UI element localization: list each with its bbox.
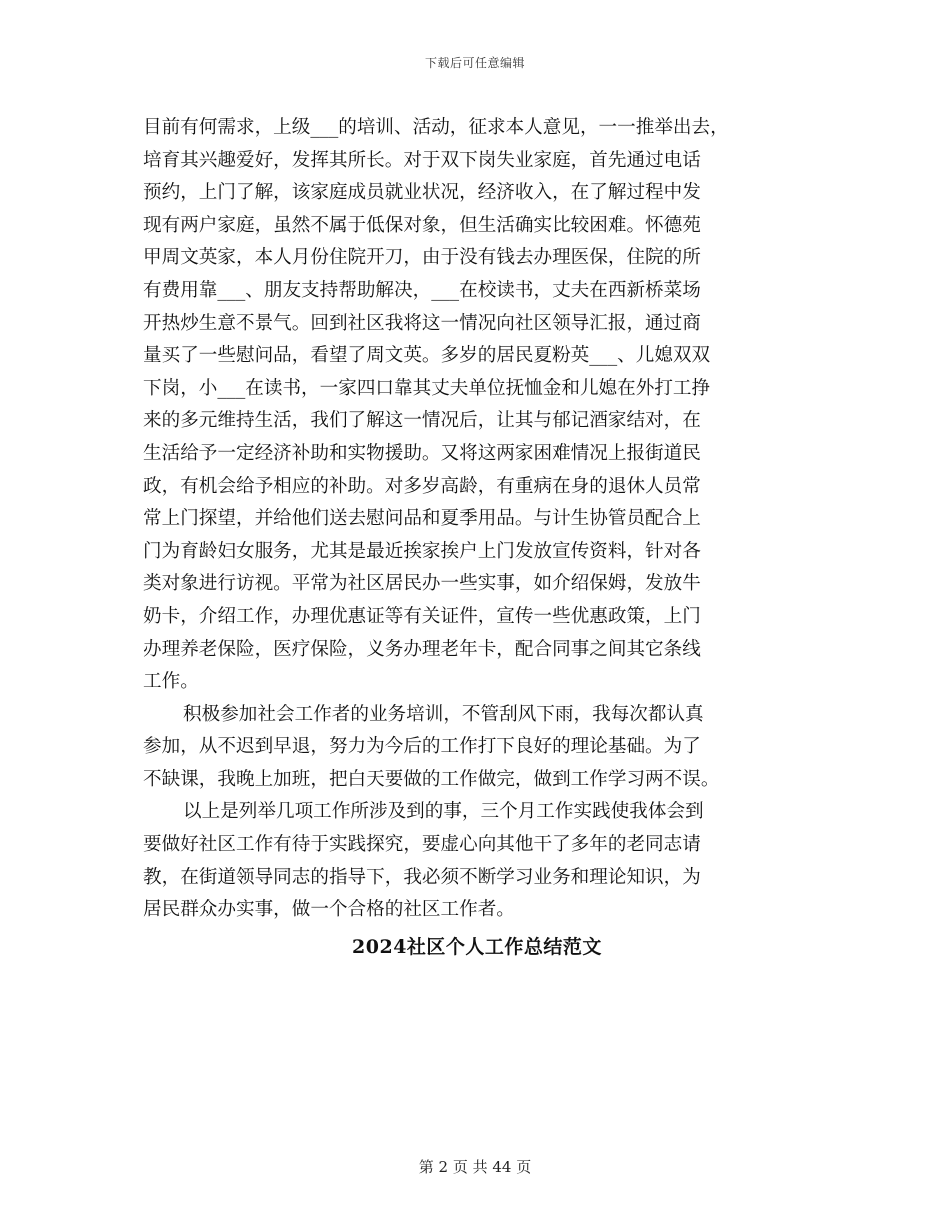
body-line: 甲周文英家，本人月份住院开刀，由于没有钱去办理医保，住院的所	[143, 247, 701, 269]
body-line: 要做好社区工作有待于实践探究，要虚心向其他干了多年的老同志请	[143, 834, 701, 856]
document-body	[143, 112, 811, 963]
body-line: 现有两户家庭，虽然不属于低保对象，但生活确实比较困难。怀德苑	[143, 214, 701, 236]
body-line: 培育其兴趣爱好，发挥其所长。对于双下岗失业家庭，首先通过电话	[143, 149, 701, 171]
paragraph-start-line: 以上是列举几项工作所涉及到的事，三个月工作实践使我体会到	[183, 801, 704, 823]
body-line: 有费用靠___、朋友支持帮助解决，___在校读书，丈夫在西新桥菜场	[143, 279, 701, 301]
body-line: 目前有何需求，上级___的培训、活动，征求本人意见，一一推举出去，	[143, 117, 729, 138]
body-line: 奶卡，介绍工作，办理优惠证等有关证件，宣传一些优惠政策，上门	[143, 605, 701, 627]
body-line: 生活给予一定经济补助和实物援助。又将这两家困难情况上报街道民	[143, 442, 701, 464]
page-number: 第 2 页 共 44 页	[418, 1158, 532, 1176]
body-line: 参加，从不迟到早退，努力为今后的工作打下良好的理论基础。为了	[143, 736, 701, 758]
body-line: 政，有机会给予相应的补助。对多岁高龄，有重病在身的退休人员常	[143, 475, 701, 497]
section-title: 2024社区个人工作总结范文	[352, 935, 602, 958]
body-line: 办理养老保险，医疗保险，义务办理老年卡，配合同事之间其它条线	[143, 638, 701, 660]
body-line: 工作。	[143, 671, 199, 693]
body-line: 来的多元维持生活，我们了解这一情况后，让其与郁记酒家结对，在	[143, 410, 701, 432]
body-line: 开热炒生意不景气。回到社区我将这一情况向社区领导汇报，通过商	[143, 312, 701, 334]
body-line: 教，在街道领导同志的指导下，我必须不断学习业务和理论知识，为	[143, 866, 701, 888]
body-line: 不缺课，我晚上加班，把白天要做的工作做完，做到工作学习两不误。	[143, 768, 720, 790]
body-line: 居民群众办实事，做一个合格的社区工作者。	[143, 899, 515, 921]
body-line: 下岗，小___在读书，一家四口靠其丈夫单位抚恤金和儿媳在外打工挣	[143, 377, 711, 399]
paragraph-start-line: 积极参加社会工作者的业务培训，不管刮风下雨，我每次都认真	[183, 703, 704, 725]
page-header: 下载后可任意编辑	[424, 56, 525, 70]
body-line: 类对象进行访视。平常为社区居民办一些实事，如介绍保姆，发放牛	[143, 573, 701, 595]
body-line: 常上门探望，并给他们送去慰问品和夏季用品。与计生协管员配合上	[143, 508, 701, 530]
body-line: 预约，上门了解，该家庭成员就业状况，经济收入，在了解过程中发	[143, 182, 701, 204]
body-line: 量买了一些慰问品，看望了周文英。多岁的居民夏粉英___、儿媳双双	[143, 345, 711, 367]
body-line: 门为育龄妇女服务，尤其是最近挨家挨户上门发放宣传资料，针对各	[143, 540, 701, 562]
